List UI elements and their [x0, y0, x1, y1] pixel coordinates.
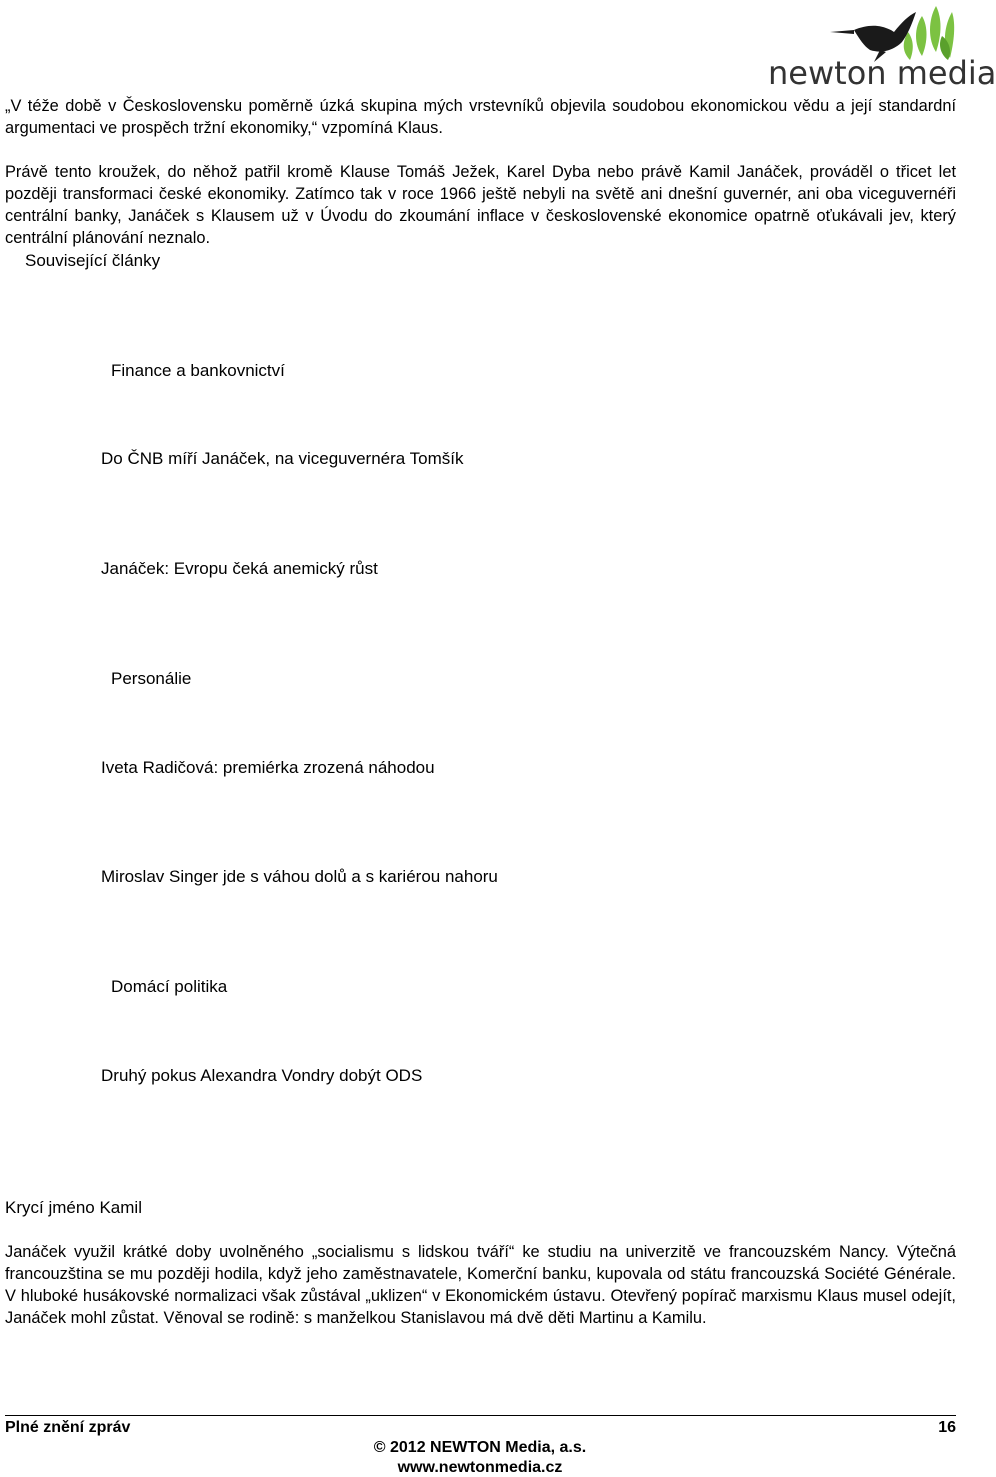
related-article-link[interactable]: Druhý pokus Alexandra Vondry dobýt ODS: [101, 1066, 423, 1085]
logo-wordmark: newton media: [768, 54, 996, 92]
related-articles-heading: Související články: [25, 251, 161, 270]
related-article-link[interactable]: Janáček: Evropu čeká anemický růst: [101, 559, 378, 578]
footer-title: Plné znění zpráv: [5, 1419, 131, 1436]
related-article-link[interactable]: Do ČNB míří Janáček, na viceguvernéra Tomšík: [101, 449, 464, 468]
related-article-link[interactable]: Iveta Radičová: premiérka zrozená náhodou: [101, 758, 435, 777]
newton-media-logo: [762, 2, 996, 94]
related-category-domestic-politics[interactable]: Domácí politika: [111, 977, 228, 996]
hummingbird-logo-icon: [824, 2, 958, 62]
page-number: 16: [938, 1419, 956, 1436]
related-category-personalie[interactable]: Personálie: [111, 669, 192, 688]
paragraph-body: Právě tento kroužek, do něhož patřil kromě Klause Tomáš Ježek, Karel Dyba nebo právě Kamil Janáček, prováděl o třicet let později transformaci české ekonomiky. Zatímco tak v roce 1966 ještě nebyli na světě ani dnešní guvernér, ani oba viceguvernéři centrální banky, Janáček s Klausem už v Úvodu do zkoumání inflace v československé ekonomice opatrně oťukávali jev, který centrální plánování neznalo.: [5, 163, 956, 247]
footer-url-link[interactable]: www.newtonmedia.cz: [397, 1459, 563, 1476]
related-category-finance[interactable]: Finance a bankovnictví: [111, 361, 285, 380]
related-article-link[interactable]: Miroslav Singer jde s váhou dolů a s kariérou nahoru: [101, 867, 498, 886]
footer-divider: [5, 1415, 956, 1416]
paragraph-body: Janáček využil krátké doby uvolněného „socialismu s lidskou tváří“ ke studiu na univerzitě ve francouzském Nancy. Výtečná francouzština se mu později hodila, když jeho zaměstnavatele, Komerční banku, kupovala od státu francouzská Société Générale. V hluboké husákovské normalizaci však zůstával „uklizen“ v Ekonomickém ústavu. Otevřený popírač marxismu Klaus musel odejít, Janáček mohl zůstat. Věnoval se rodině: s manželkou Stanislavou má dvě děti Martinu a Kamilu.: [5, 1243, 956, 1327]
footer-copyright: © 2012 NEWTON Media, a.s.: [373, 1439, 587, 1456]
section-subheading: Krycí jméno Kamil: [5, 1198, 142, 1217]
paragraph-quote: „V téže době v Československu poměrně úzká skupina mých vrstevníků objevila soudobou ekonomickou vědu a její standardní argumentaci ve prospěch tržní ekonomiky,“ vzpomíná Klaus.: [5, 97, 956, 137]
